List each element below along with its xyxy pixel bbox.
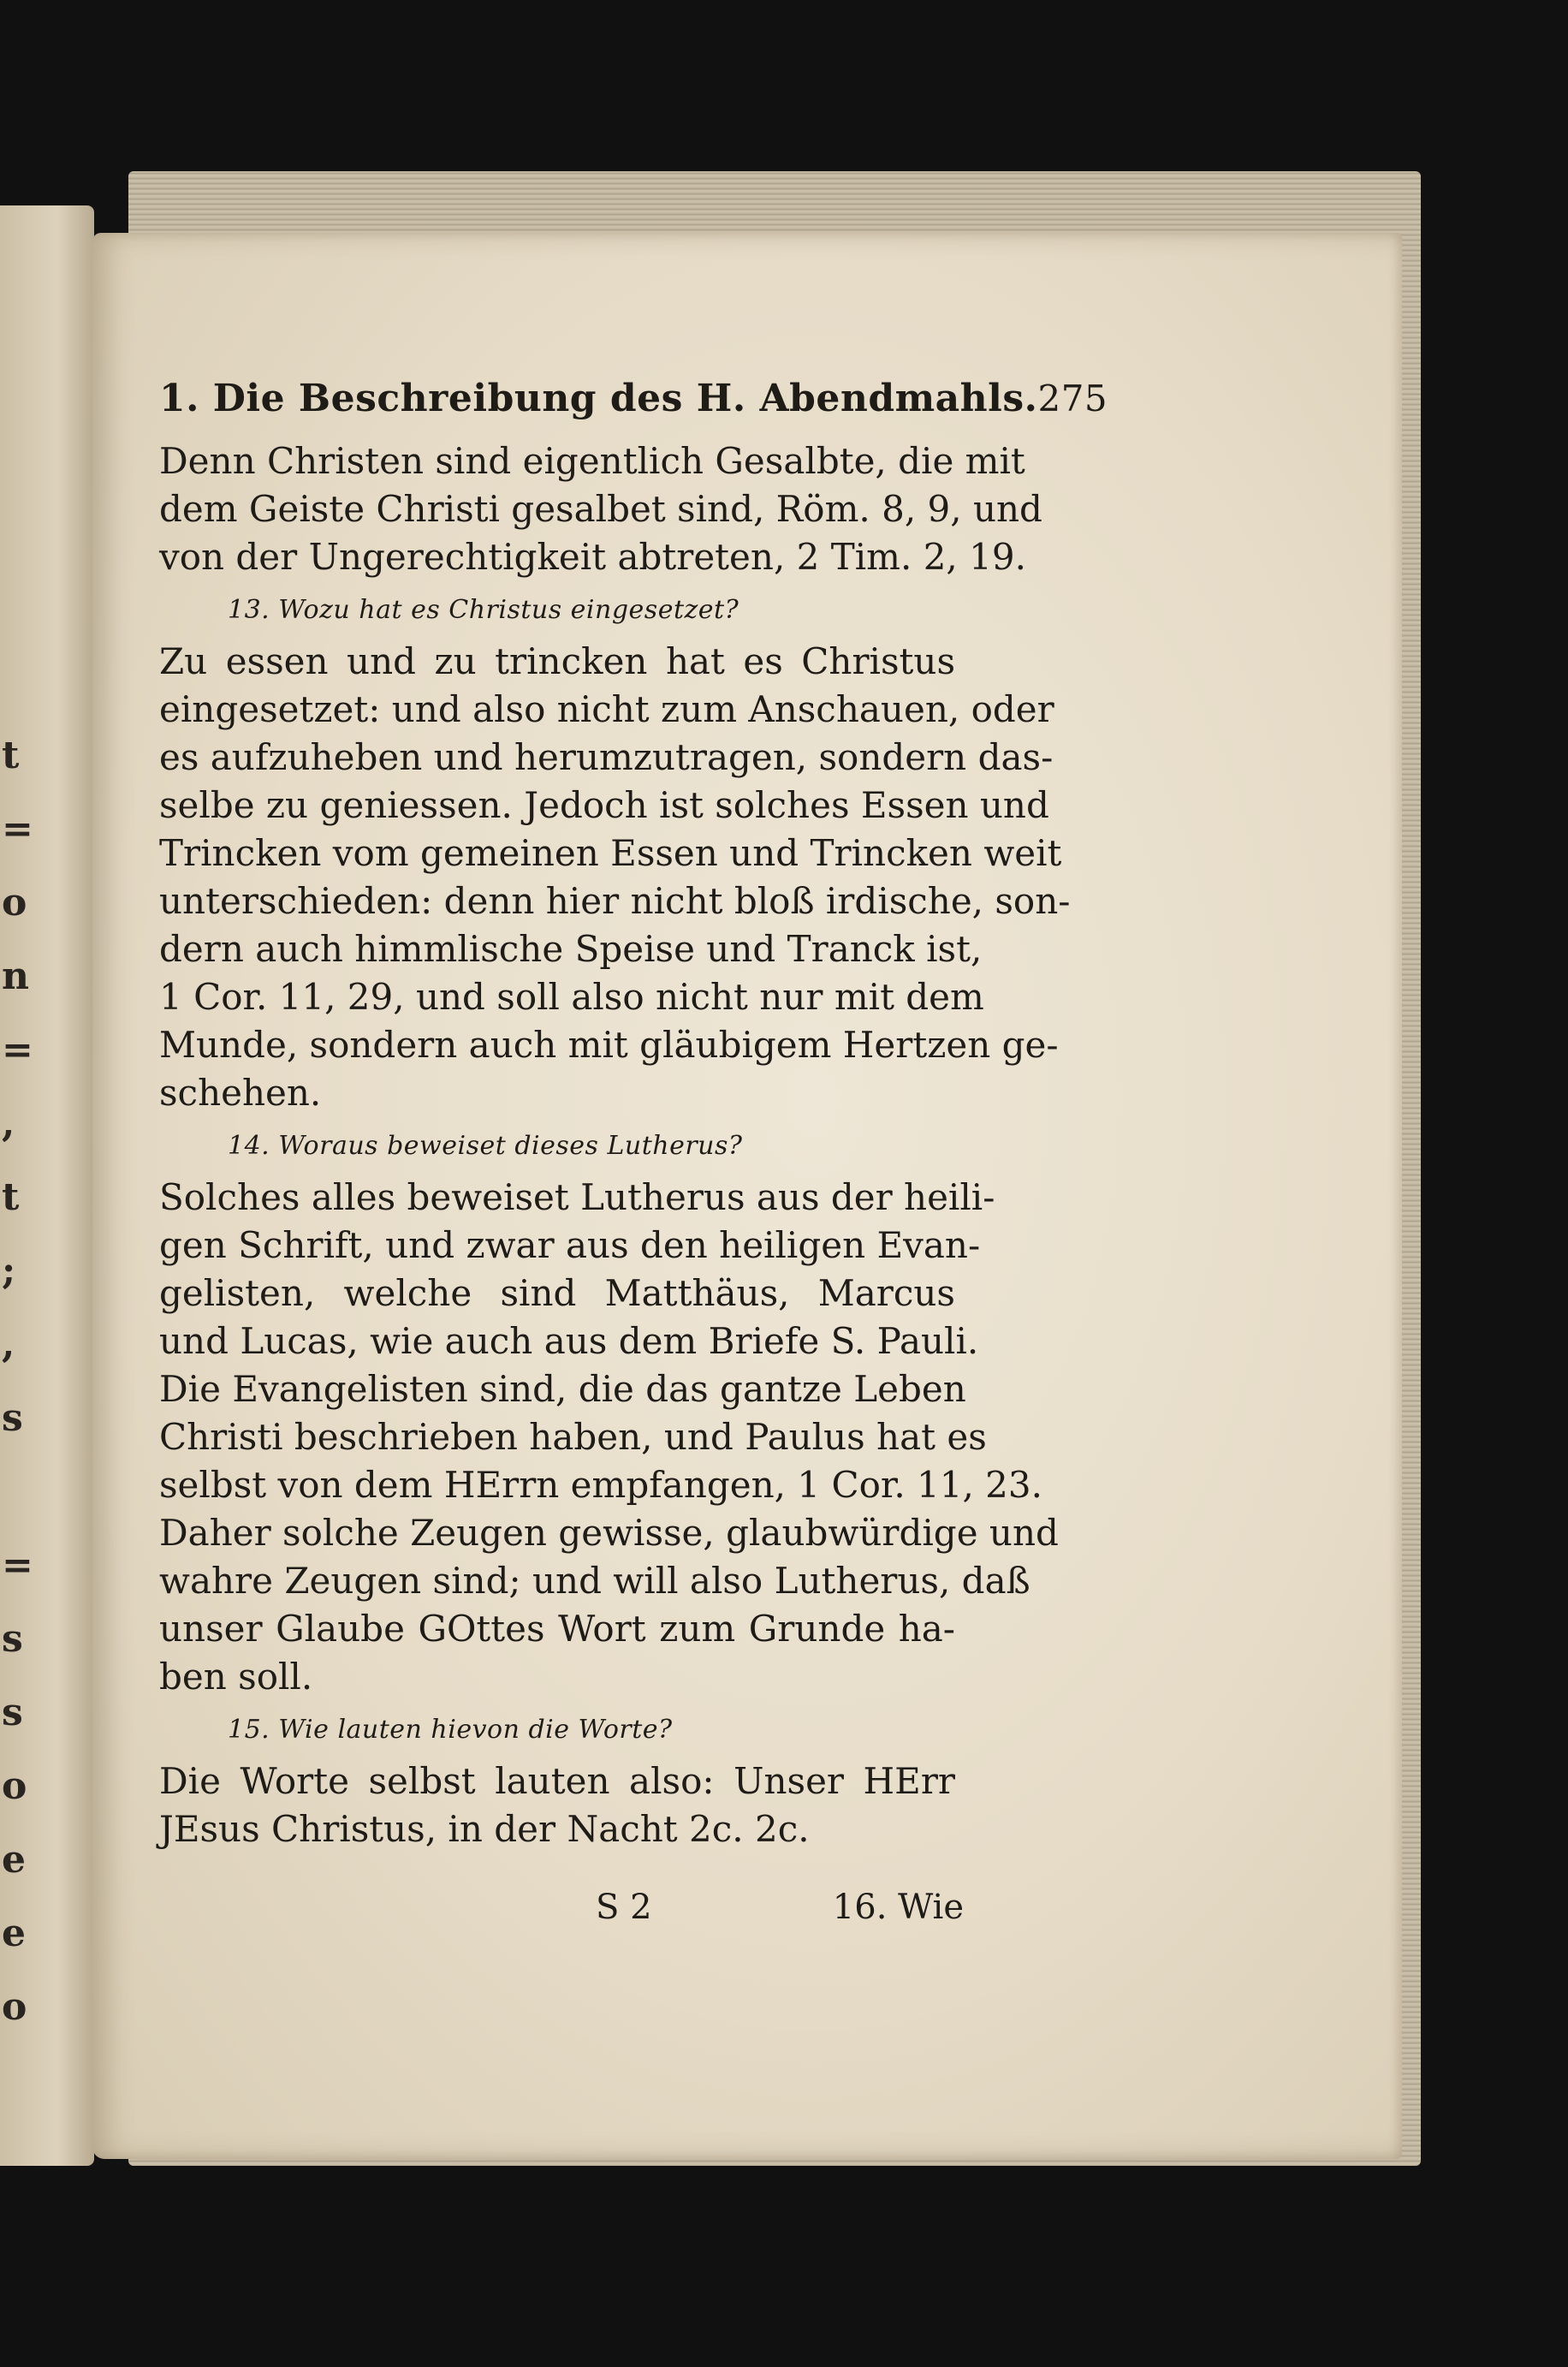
question-heading: 13. Wozu hat es Christus eingesetzet? <box>228 595 739 625</box>
text-line: Zu essen und zu trincken hat es Christus <box>159 640 955 682</box>
running-header <box>159 377 1108 420</box>
margin-mark: e <box>2 1912 26 1955</box>
margin-mark: s <box>2 1691 23 1734</box>
text-line: wahre Zeugen sind; und will also Lutherus, daß <box>159 1560 1030 1602</box>
question-answer <box>159 1129 1059 1701</box>
question-heading: 15. Wie lauten hievon die Worte? <box>228 1715 673 1745</box>
text-line: gelisten, welche sind Matthäus, Marcus <box>159 1272 955 1314</box>
margin-mark: e <box>2 1838 26 1882</box>
page-number: 275 <box>1037 378 1108 419</box>
margin-mark: o <box>2 1985 27 2029</box>
text-line: dem Geiste Christi gesalbet sind, Röm. 8, 9, und <box>159 488 1042 530</box>
margin-mark: t <box>2 734 20 777</box>
facing-page-edge <box>0 205 94 2166</box>
margin-mark: n <box>2 955 29 998</box>
margin-mark: ; <box>2 1249 16 1293</box>
page-text <box>159 377 1108 1927</box>
text-line: Trincken vom gemeinen Essen und Trincken weit <box>159 832 1062 874</box>
text-line: selbst von dem HErrn empfangen, 1 Cor. 11, 23. <box>159 1464 1042 1506</box>
signature-mark: S 2 <box>596 1888 652 1927</box>
text-line: Denn Christen sind eigentlich Gesalbte, die mit <box>159 440 1025 482</box>
facing-page-margin-marks <box>2 719 33 2044</box>
text-line: unterschieden: denn hier nicht bloß irdische, son- <box>159 880 1071 922</box>
margin-mark <box>2 1455 27 1529</box>
page-footer <box>159 1888 964 1927</box>
text-line: ben soll. <box>159 1656 313 1698</box>
running-title: 1. Die Beschreibung des H. Abendmahls. <box>159 377 1038 420</box>
text-line: eingesetzet: und also nicht zum Anschauen, oder <box>159 688 1054 730</box>
margin-mark: = <box>2 1028 33 1072</box>
text-line: Daher solche Zeugen gewisse, glaubwürdige und <box>159 1512 1059 1554</box>
text-line: von der Ungerechtigkeit abtreten, 2 Tim. 2, 19. <box>159 536 1026 578</box>
margin-mark: , <box>2 1323 15 1366</box>
margin-mark: o <box>2 1764 27 1808</box>
question-answer <box>159 1713 955 1853</box>
margin-mark: = <box>2 1543 33 1587</box>
margin-mark: o <box>2 881 27 925</box>
text-line: es aufzuheben und herumzutragen, sondern das- <box>159 736 1054 778</box>
text-line: selbe zu geniessen. Jedoch ist solches Essen und <box>159 784 1049 826</box>
text-line: Die Evangelisten sind, die das gantze Leben <box>159 1368 966 1410</box>
text-line: Solches alles beweiset Lutherus aus der heili- <box>159 1176 995 1218</box>
text-line: Die Worte selbst lauten also: Unser HErr <box>159 1760 955 1802</box>
text-line: Christi beschrieben haben, und Paulus hat es <box>159 1416 987 1458</box>
margin-mark: t <box>2 1175 20 1219</box>
text-line: schehen. <box>159 1072 322 1114</box>
text-line: gen Schrift, und zwar aus den heiligen Evan- <box>159 1224 981 1266</box>
paragraph <box>159 437 1042 581</box>
question-heading: 14. Woraus beweiset dieses Lutherus? <box>228 1131 743 1161</box>
margin-mark: = <box>2 807 33 851</box>
margin-mark: s <box>2 1396 23 1440</box>
text-line: dern auch himmlische Speise und Tranck ist, <box>159 928 983 970</box>
margin-mark: , <box>2 1102 15 1145</box>
catchword: 16. Wie <box>832 1888 964 1927</box>
question-answer <box>159 593 1071 1117</box>
margin-mark: s <box>2 1617 23 1661</box>
text-line: 1 Cor. 11, 29, und soll also nicht nur mit dem <box>159 976 984 1018</box>
text-line: und Lucas, wie auch aus dem Briefe S. Pauli. <box>159 1320 979 1362</box>
text-line: JEsus Christus, in der Nacht 2c. 2c. <box>159 1808 810 1850</box>
text-line: unser Glaube GOttes Wort zum Grunde ha- <box>159 1608 955 1650</box>
text-line: Munde, sondern auch mit gläubigem Hertzen ge- <box>159 1024 1059 1066</box>
